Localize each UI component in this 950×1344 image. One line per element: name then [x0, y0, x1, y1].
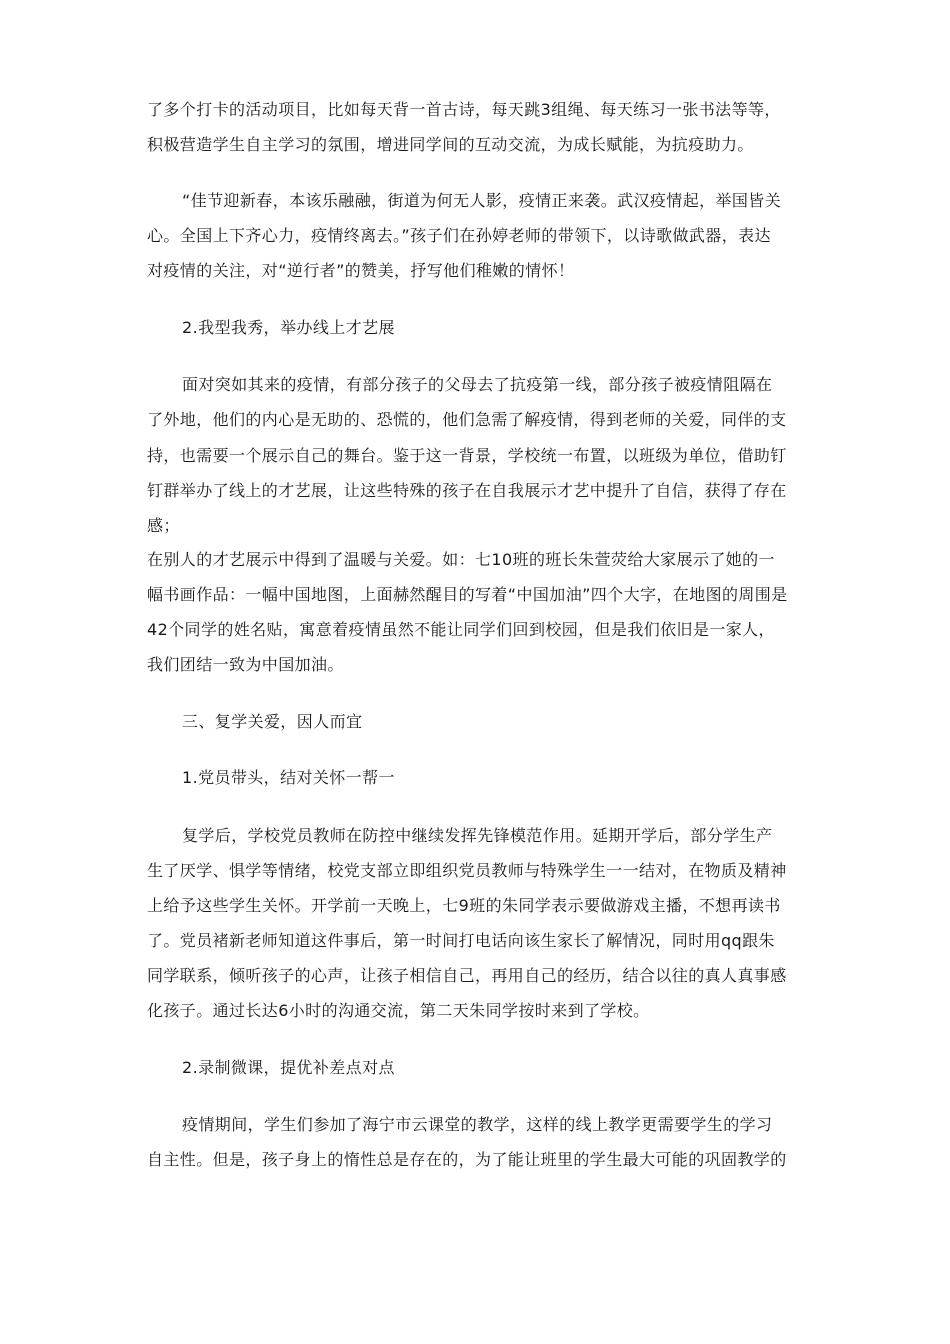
- paragraph-line: 复学后，学校党员教师在防控中继续发挥先锋模范作用。延期开学后，部分学生产: [182, 826, 773, 845]
- paragraph-line: 面对突如其来的疫情，有部分孩子的父母去了抗疫第一线，部分孩子被疫情阻隔在: [182, 375, 773, 394]
- section-heading: 2.录制微课，提优补差点对点: [182, 1058, 395, 1077]
- paragraph-line: 心。全国上下齐心力，疫情终离去。”孩子们在孙婷老师的带领下，以诗歌做武器，表达: [147, 226, 771, 245]
- paragraph-line: 了多个打卡的活动项目，比如每天背一首古诗，每天跳3组绳、每天练习一张书法等等，: [147, 100, 781, 119]
- section-heading: 2.我型我秀，举办线上才艺展: [182, 318, 395, 337]
- paragraph-line: 42个同学的姓名贴，寓意着疫情虽然不能让同学们回到校园，但是我们依旧是一家人，: [147, 620, 775, 639]
- paragraph-line: 对疫情的关注，对“逆行者”的赞美，抒写他们稚嫩的情怀！: [147, 261, 575, 280]
- paragraph-line: 了。党员褚新老师知道这件事后，第一时间打电话向该生家长了解情况，同时用qq跟朱: [147, 931, 775, 950]
- section-heading: 三、复学关爱，因人而宜: [182, 712, 363, 731]
- paragraph-line: 在别人的才艺展示中得到了温暖与关爱。如：七10班的班长朱萱荧给大家展示了她的一: [147, 550, 775, 569]
- paragraph-line: 了外地，他们的内心是无助的、恐慌的，他们急需了解疫情，得到老师的关爱，同伴的支: [147, 410, 787, 429]
- paragraph-line: 自主性。但是，孩子身上的惰性总是存在的，为了能让班里的学生最大可能的巩固教学的: [147, 1150, 787, 1169]
- paragraph-line: 持，也需要一个展示自己的舞台。鉴于这一背景，学校统一布置，以班级为单位，借助钉: [147, 446, 787, 465]
- paragraph-line: 我们团结一致为中国加油。: [147, 655, 344, 674]
- section-heading: 1.党员带头，结对关怀一帮一: [182, 768, 395, 787]
- paragraph-line: 化孩子。通过长达6小时的沟通交流，第二天朱同学按时来到了学校。: [147, 1001, 650, 1020]
- paragraph-line: 感；: [147, 516, 180, 535]
- paragraph-line: 积极营造学生自主学习的氛围，增进同学间的互动交流，为成长赋能，为抗疫助力。: [147, 135, 754, 154]
- paragraph-line: 上给予这些学生关怀。开学前一天晚上，七9班的朱同学表示要做游戏主播，不想再读书: [147, 896, 781, 915]
- paragraph-line: 同学联系，倾听孩子的心声，让孩子相信自己，再用自己的经历，结合以往的真人真事感: [147, 966, 787, 985]
- paragraph-line: “佳节迎新春，本该乐融融，街道为何无人影，疫情正来袭。武汉疫情起，举国皆关: [182, 191, 782, 210]
- paragraph-line: 幅书画作品：一幅中国地图，上面赫然醒目的写着“中国加油”四个大字，在地图的周围是: [147, 585, 788, 604]
- paragraph-line: 钉群举办了线上的才艺展，让这些特殊的孩子在自我展示才艺中提升了自信，获得了存在: [147, 481, 787, 500]
- paragraph-line: 疫情期间，学生们参加了海宁市云课堂的教学，这样的线上教学更需要学生的学习: [182, 1115, 773, 1134]
- paragraph-line: 生了厌学、惧学等情绪，校党支部立即组织党员教师与特殊学生一一结对，在物质及精神: [147, 861, 787, 880]
